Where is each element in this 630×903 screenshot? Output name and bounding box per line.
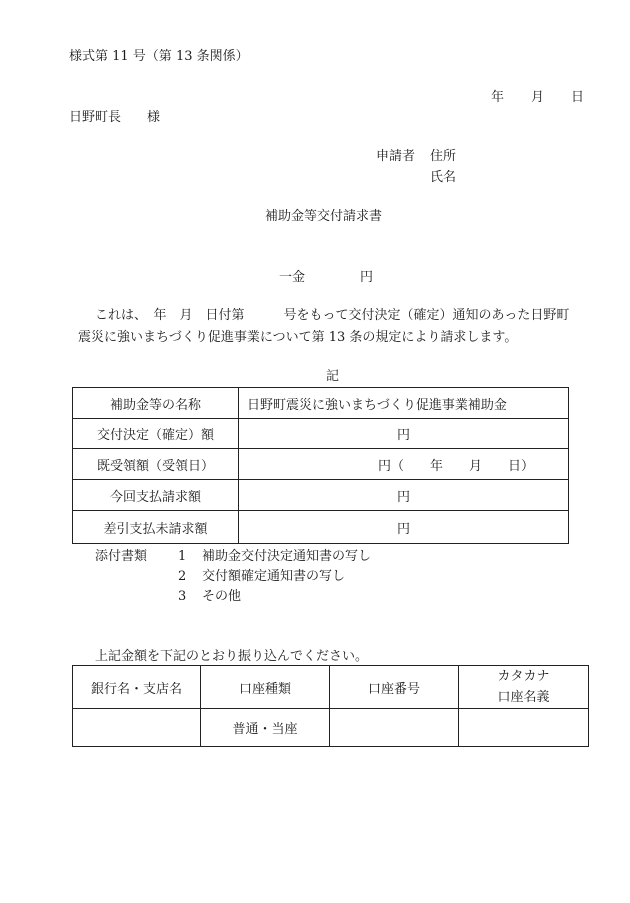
row-value: 円: [239, 511, 569, 544]
ki-heading: 記: [326, 369, 340, 384]
account-type-cell: 普通・当座: [201, 709, 330, 747]
attachments-label: 添付書類: [95, 549, 148, 564]
row-label: 差引支払未請求額: [73, 511, 239, 544]
katakana-label: カタカナ: [497, 669, 550, 684]
attachment-text: 交付額確定通知書の写し: [202, 569, 346, 584]
row-value: 円（ 年 月 日）: [239, 449, 569, 480]
date-year: 年: [491, 90, 505, 105]
date-month: 月: [531, 90, 545, 105]
row-value: 円: [239, 419, 569, 449]
table-row: [73, 480, 569, 511]
row-label: 補助金等の名称: [73, 388, 239, 419]
account-number-header: 口座番号: [330, 666, 459, 709]
account-holder-cell: [459, 709, 589, 747]
row-value: 日野町震災に強いまちづくり促進事業補助金: [239, 388, 569, 419]
attachment-num: 1: [178, 549, 187, 564]
attachment-text: 補助金交付決定通知書の写し: [202, 549, 372, 564]
amount-prefix: 一金: [279, 270, 306, 285]
attachment-num: 3: [178, 589, 187, 604]
attachment-num: 2: [178, 569, 187, 584]
row-label: 今回支払請求額: [73, 480, 239, 511]
account-holder-header: [459, 666, 589, 709]
date-day: 日: [571, 90, 585, 105]
bank-branch-cell: [73, 709, 201, 747]
table-row: [73, 666, 589, 709]
row-value: 円: [239, 480, 569, 511]
row-label: 既受領額（受領日）: [73, 449, 239, 480]
attachment-text: その他: [202, 589, 242, 604]
table-row: [73, 419, 569, 449]
account-number-cell: [330, 709, 459, 747]
bank-table: [72, 665, 589, 747]
account-type-header: 口座種類: [201, 666, 330, 709]
bank-branch-header: 銀行名・支店名: [73, 666, 201, 709]
table-row: [73, 511, 569, 544]
body-line-1: これは、 年 月 日付第 号をもって交付決定（確定）通知のあった日野町: [95, 308, 570, 323]
addressee: 日野町長 様: [69, 110, 161, 125]
table-row: [73, 709, 589, 747]
amount-unit: 円: [360, 270, 374, 285]
transfer-note: 上記金額を下記のとおり振り込んでください。: [95, 649, 369, 664]
form-number: 様式第 11 号（第 13 条関係）: [69, 49, 249, 64]
row-label: 交付決定（確定）額: [73, 419, 239, 449]
document-title: 補助金等交付請求書: [265, 209, 383, 224]
address-label: 住所: [430, 149, 457, 164]
name-label: 氏名: [430, 170, 457, 185]
table-row: [73, 388, 569, 419]
account-holder-label: 口座名義: [497, 690, 550, 705]
table-row: [73, 449, 569, 480]
detail-table: [72, 387, 569, 544]
body-line-2: 震災に強いまちづくり促進事業について第 13 条の規定により請求します。: [78, 330, 518, 345]
applicant-label: 申請者: [376, 149, 416, 164]
